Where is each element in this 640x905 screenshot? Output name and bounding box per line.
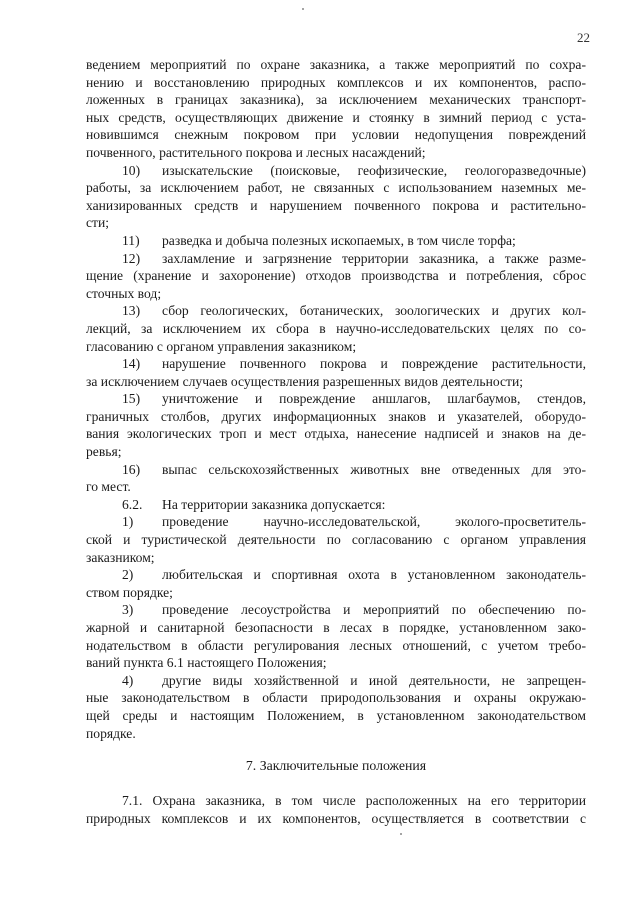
text-line: за исключением случаев осуществления разрешенных видов деятельности; [86,373,524,389]
list-item [86,461,586,479]
text-line: ложенных в границах заказника), за исключением механических транспорт- [86,92,586,108]
item-number: 15) [122,391,141,407]
text-line: граничных столбов, других информационных знаков и указателей, оборудо- [86,408,586,424]
text-line: сточных вод; [86,285,162,301]
scan-speck [400,833,402,835]
text-line: ством порядке; [86,584,173,600]
text-line: ской и туристической деятельности по согласованию с органом управления [86,532,586,548]
text-line: нодательством в области регулирования лесных отношений, с учетом требо- [86,637,586,653]
document-body [86,56,586,827]
section-number: 6.2. [122,496,143,512]
item-text: проведение лесоустройства и мероприятий по обеспечению по- [162,602,586,618]
item-number: 14) [122,356,141,372]
item-number: 12) [122,250,141,266]
text-line: го мест. [86,479,131,495]
list-item [86,355,586,373]
item-text: уничтожение и повреждение аншлагов, шлагбаумов, стендов, [162,391,586,407]
item-number: 1) [122,514,134,530]
text-line: заказником; [86,549,155,565]
paragraph-first-line: 7.1. Охрана заказника, в том числе расположенных на его территории [122,793,586,809]
item-text: разведка и добыча полезных ископаемых, в том числе торфа; [162,232,516,248]
section-heading: 7. Заключительные положения [245,758,427,774]
text-line: сти; [86,215,110,231]
list-item [86,232,586,250]
list-item [86,601,586,619]
text-line: работы, за исключением работ, не связанных с использованием наземных ме- [86,180,586,196]
text-line: лекций, за исключением их сбора в научно-исследовательских целях по со- [86,320,586,336]
item-number: 13) [122,303,141,319]
text-line: ханизированных средств и нарушением почвенного покрова и растительно- [86,197,586,213]
list-item [86,162,586,180]
section-6-2 [86,496,586,514]
text-line: ваний пункта 6.1 настоящего Положения; [86,655,327,671]
item-number: 4) [122,672,134,688]
list-item [86,250,586,268]
text-line: гласованию с органом управления заказником; [86,338,357,354]
text-line: вания экологических троп и мест отдыха, нанесение надписей и знаков на де- [86,426,586,442]
list-item [86,672,586,690]
text-line: жарной и санитарной безопасности в лесах в порядке, установленном зако- [86,620,586,635]
item-number: 3) [122,602,134,618]
text-line: нению и восстановлению природных комплексов и их компонентов, распо- [86,74,586,90]
page-number: 22 [577,30,590,45]
text-line: ведением мероприятий по охране заказника, а также мероприятий по сохра- [86,57,586,72]
item-text: нарушение почвенного покрова и повреждение растительности, [162,356,586,372]
list-item [86,566,586,584]
text-line: ревья; [86,444,122,460]
text-line: ные законодательством в области природопользования и охраны окружаю- [86,690,586,706]
item-text: любительская и спортивная охота в установленном законодатель- [162,567,586,583]
scan-speck [302,8,304,10]
text-line: щение (хранение и захоронение) отходов производства и потребления, сброс [86,268,586,284]
item-text: проведение научно-исследовательской, эколого-просветитель- [162,514,586,530]
text-line: ных средств, осуществляющих движение и стоянку в зимний период с уста- [86,109,586,125]
section-text: На территории заказника допускается: [162,496,386,512]
item-text: захламление и загрязнение территории заказника, а также разме- [162,250,586,266]
item-text: выпас сельскохозяйственных животных вне отведенных для это- [162,461,586,477]
text-line: почвенного, растительного покрова и лесных насаждений; [86,144,426,160]
item-number: 16) [122,461,141,477]
item-text: другие виды хозяйственной и иной деятельности, не запрещен- [162,672,586,688]
text-line: порядке. [86,725,136,741]
list-item [86,513,586,531]
item-text: сбор геологических, ботанических, зоологических и других кол- [162,303,586,319]
list-item [86,302,586,320]
item-text: изыскательские (поисковые, геофизические, геологоразведочные) [162,162,586,178]
item-number: 11) [122,232,140,248]
text-line: щей среды и настоящим Положением, в установленном законодательством [86,707,586,723]
list-item [86,390,586,408]
item-number: 10) [122,162,141,178]
item-number: 2) [122,567,134,583]
text-line: новившимся снежным покровом при условии недопущения повреждений [86,127,586,143]
text-line: природных комплексов и их компонентов, осуществляется в соответствии с [86,810,586,826]
